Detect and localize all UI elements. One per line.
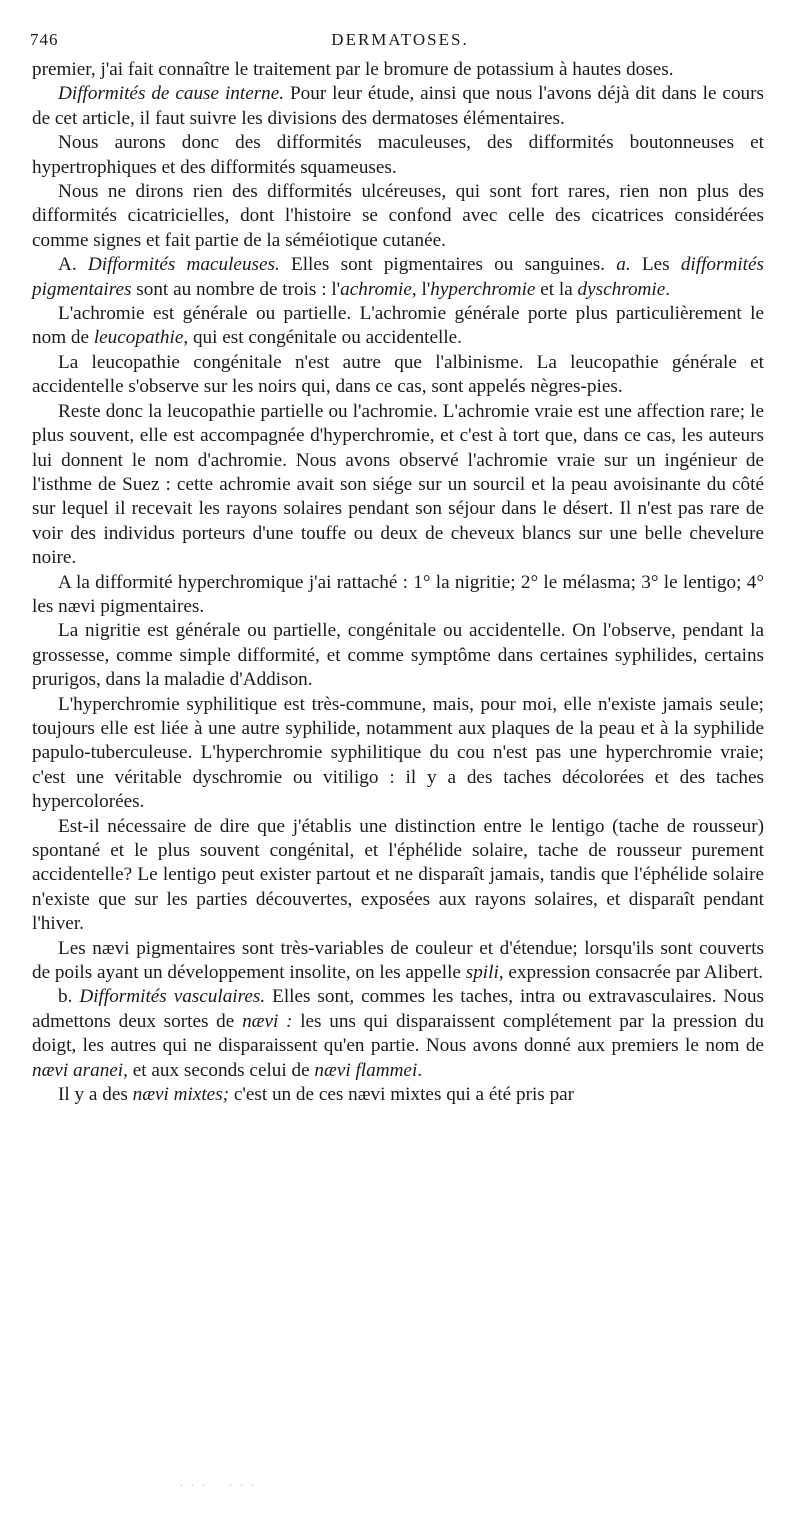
footer-artifact: . . . . . . (180, 1478, 257, 1489)
page-number: 746 (30, 30, 59, 49)
paragraph: Les nævi pigmentaires sont très-variables de couleur et d'étendue; lorsqu'ils sont couverts de poils ayant un développement insolite, on les appelle spili, expression consacrée par Alibert. (32, 937, 764, 984)
paragraph: Difformités de cause interne. Pour leur étude, ainsi que nous l'avons déjà dit dans le cours de cet article, il faut suivre les divisions des dermatoses élémentaires. (32, 83, 764, 129)
paragraph: La leucopathie congénitale n'est autre que l'albinisme. La leucopathie générale et accidentelle s'observe sur les noirs qui, dans ce cas, sont appelés nègres-pies. (32, 351, 764, 398)
paragraph: Reste donc la leucopathie partielle ou l'achromie. L'achromie vraie est une affection rare; le plus souvent, elle est accompagnée d'hyperchromie, et c'est à tort que, dans ce cas, les auteurs lui donnent le nom d'achromie. Nous avons observé l'achromie vraie sur un ingénieur de l'isthme de Suez : cette achromie avait son siége sur un sourcil et la peau avoisinante du côté sur lequel il recevait les rayons solaires pendant son séjour dans le désert. Il n'est pas rare de voir des individus porteurs d'une touffe ou deux de cheveux blancs sur une belle chevelure noire. (32, 400, 764, 569)
paragraph: Nous ne dirons rien des difformités ulcéreuses, qui sont fort rares, rien non plus des difformités cicatricielles, dont l'histoire se confond avec celle des cicatrices considérées comme signes et fait partie de la séméiotique cutanée. (32, 181, 764, 251)
running-title: DERMATOSES. (331, 30, 469, 49)
paragraph: La nigritie est générale ou partielle, congénitale ou accidentelle. On l'observe, pendant la grossesse, comme simple difformité, et comme symptôme dans certaines syphilides, certains prurigos, dans la maladie d'Addison. (32, 620, 764, 691)
page-header (30, 30, 770, 56)
paragraph: b. Difformités vasculaires. Elles sont, commes les taches, intra ou extravasculaires. Nous admettons deux sortes de nævi : les uns qui disparaissent complétement par la pression du doigt, les autres qui ne disparaissent qu'en partie. Nous avons donné aux premiers le nom de nævi aranei, et aux seconds celui de nævi flammei. (32, 986, 765, 1081)
paragraph: Est-il nécessaire de dire que j'établis une distinction entre le lentigo (tache de rousseur) spontané et le plus souvent congénital, et l'éphélide solaire, tache de rousseur purement accidentelle? Le lentigo peut exister partout et ne disparaît jamais, tandis que l'éphélide solaire n'existe que sur les parties découvertes, exposées aux rayons solaires, et disparaît pendant l'hiver. (32, 815, 764, 935)
paragraph: A la difformité hyperchromique j'ai rattaché : 1° la nigritie; 2° le mélasma; 3° le lentigo; 4° les nævi pigmentaires. (32, 571, 764, 617)
paragraph: A. Difformités maculeuses. Elles sont pigmentaires ou sanguines. a. Les difformités pigmentaires sont au nombre de trois : l'achromie, l'hyperchromie et la dyschromie. (32, 254, 764, 300)
paragraph: L'achromie est générale ou partielle. L'achromie générale porte plus particulièrement le nom de leucopathie, qui est congénitale ou accidentelle. (32, 303, 764, 349)
paragraph: Nous aurons donc des difformités maculeuses, des difformités boutonneuses et hypertrophiques et des difformités squameuses. (32, 132, 764, 178)
paragraph: premier, j'ai fait connaître le traitement par le bromure de potassium à hautes doses. (32, 59, 674, 80)
paragraph: Il y a des nævi mixtes; c'est un de ces nævi mixtes qui a été pris par (58, 1084, 575, 1106)
paragraph: L'hyperchromie syphilitique est très-commune, mais, pour moi, elle n'existe jamais seule; toujours elle est liée à une autre syphilide, notamment aux plaques de la peau et à la syphilide papulo-tuberculeuse. L'hyperchromie syphilitique du cou n'est pas une hyperchromie vraie; c'est une véritable dyschromie ou vitiligo : il y a des taches décolorées et des taches hypercolorées. (32, 693, 764, 813)
body-text (32, 58, 764, 1107)
